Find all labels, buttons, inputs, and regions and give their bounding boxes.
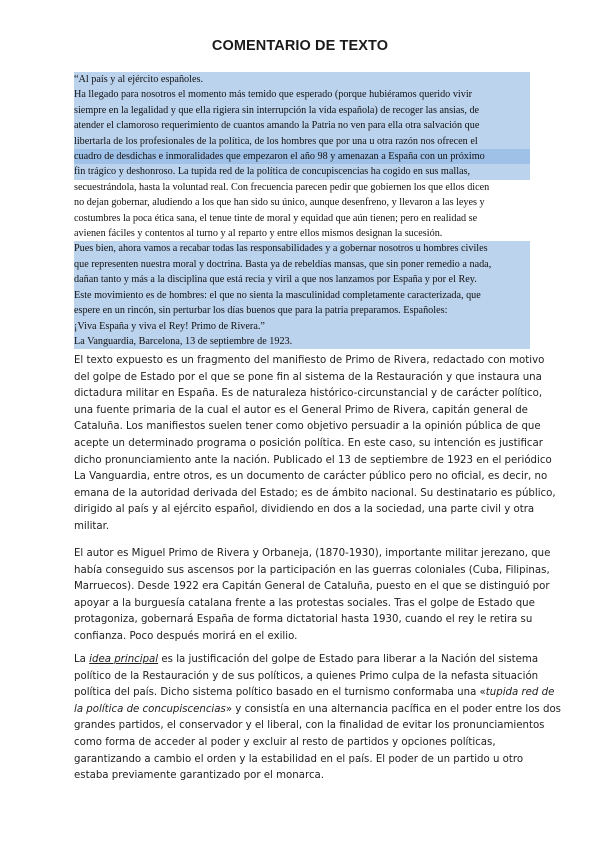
source-line: Pues bien, ahora vamos a recabar todas las responsabilidades y a gobernar nosotros u hombres civiles — [74, 241, 530, 256]
paragraph-line: confianza. Poco después morirá en el exilio. — [74, 630, 298, 642]
source-line: espere en un rincón, sin perturbar los días buenos que para la patria preparamos. Españoles: — [74, 303, 530, 318]
quoted-phrase: tupida red de — [485, 687, 555, 699]
source-line: libertarla de los profesionales de la política, de los hombres que por una u otra razón nos ofrecen el — [74, 134, 530, 149]
source-line: Ha llegado para nosotros el momento más temido que esperado (porque hubiéramos querido vivir — [74, 87, 530, 102]
source-line: no dejan gobernar, aludiendo a los que han sido su único, aunque desenfreno, y llevaron a las leyes y — [74, 197, 485, 209]
paragraph-line: El texto expuesto es un fragmento del manifiesto de Primo de Rivera, redactado con motivo — [74, 355, 545, 366]
source-line: secuestrándola, hasta la voluntad real. Con frecuencia parecen pedir que gobiernen los que ellos dicen — [74, 181, 490, 193]
paragraph-line: Cataluña. Los manifiestos suelen tener como objetivo persuadir a la opinión pública de que — [74, 421, 541, 433]
source-line: atender el clamoroso requerimiento de cuantos amando la Patria no ven para ella otra salvación que — [74, 118, 530, 133]
paragraph-line: Marruecos). Desde 1922 era Capitán General de Cataluña, puesto en el que se distinguió por — [74, 581, 550, 593]
paragraph-line: El autor es Miguel Primo de Rivera y Orbaneja, (1870-1930), importante militar jerezano, que — [74, 548, 551, 559]
source-citation: La Vanguardia, Barcelona, 13 de septiembre de 1923. — [74, 334, 530, 349]
paragraph-line: estaba previamente garantizado por el monarca. — [74, 770, 325, 782]
paragraph-line: una fuente primaria de la cual el autor es el General Primo de Rivera, capitán general de — [74, 404, 528, 416]
text-run: es la justificación del golpe de Estado para liberar a la Nación del sistema — [158, 654, 539, 665]
paragraph-line: apoyar a la burguesía catalana frente a las protestas sociales. Tras el golpe de Estado que — [74, 597, 535, 609]
paragraph-line: grandes partidos, el conservador y el liberal, con la finalidad de evitar los pronunciamientos — [74, 720, 545, 732]
source-line: que representen nuestra moral y doctrina. Basta ya de rebeldías mansas, que sin poner remedio a nada, — [74, 257, 530, 272]
paragraph-line: dictadura militar en España. Es de naturaleza histórico-circunstancial y de carácter político, — [74, 388, 543, 400]
source-line: Este movimiento es de hombres: el que no sienta la masculinidad completamente caracterizada, que — [74, 288, 530, 303]
paragraph-line: protagoniza, gobernará España de forma dictatorial hasta 1930, cuando el rey le retira su — [74, 614, 533, 626]
paragraph-line: dicho pronunciamiento ante la nación. Publicado el 13 de septiembre de 1923 en el periódico — [74, 454, 552, 466]
text-run: política del país. Dicho sistema político basado en el turnismo conformaba una « — [74, 687, 486, 699]
source-text-block — [74, 72, 530, 349]
paragraph-context — [74, 353, 556, 536]
paragraph-line: emana de la autoridad derivada del Estado; es de ámbito nacional. Su destinatario es público, — [74, 487, 556, 499]
source-line: avienen fáciles y contentos al turno y al reparto y entre ellos mismos designan la sucesión. — [74, 228, 443, 240]
paragraph-line — [74, 652, 539, 669]
paragraph-main-idea — [74, 652, 561, 785]
paragraph-line — [74, 685, 555, 702]
paragraph-line: había conseguido sus ascensos por la participación en las guerras coloniales (Cuba, Filipinas, — [74, 564, 550, 576]
paragraph-line: político de la Restauración y de sus políticos, a quienes Primo culpa de la nefasta situación — [74, 670, 539, 682]
paragraph-line: La Vanguardia, entre otros, es un documento de carácter público pero no oficial, es decir, no — [74, 471, 548, 483]
paragraph-line: garantizando a cambio el orden y la estabilidad en el país. El poder de un partido u otro — [74, 753, 524, 765]
paragraph-author — [74, 546, 551, 646]
idea-principal-term: idea principal — [89, 654, 159, 665]
source-line: cuadro de desdichas e inmoralidades que empezaron el año 98 y amenazan a España con un próximo — [74, 149, 530, 164]
source-line: siempre en la legalidad y que ella rigiera sin interrupción la vida española) de recoger las ansias, de — [74, 103, 530, 118]
text-run: La — [74, 654, 90, 665]
paragraph-line: acepte un determinado programa o posición política. En este caso, su intención es justificar — [74, 437, 543, 449]
source-line: “Al país y al ejército españoles. — [74, 72, 530, 87]
paragraph-line: militar. — [74, 520, 110, 532]
source-line: fin trágico y deshonroso. La tupida red de la política de concupiscencias ha cogido en sus mallas, — [74, 164, 530, 179]
paragraph-line: como forma de acceder al poder y excluir al resto de partidos y opciones políticas, — [74, 736, 496, 748]
page-title: COMENTARIO DE TEXTO — [211, 38, 389, 54]
source-line: dañan tanto y más a la disciplina que está recia y viril a que nos lanzamos por España y por el Rey. — [74, 272, 530, 287]
quoted-phrase: la política de concupiscencias — [74, 703, 226, 715]
source-line: costumbres la poca ética sana, el tenue tinte de moral y equidad que aún tienen; pero en realidad se — [74, 212, 478, 224]
paragraph-line — [74, 702, 561, 719]
paragraph-line: dirigido al país y al ejército español, dividiendo en dos a la sociedad, una parte civil y otra — [74, 504, 535, 516]
source-line: ¡Viva España y viva el Rey! Primo de Rivera.” — [74, 319, 530, 334]
paragraph-line: del golpe de Estado por el que se pone fin al sistema de la Restauración y que instaura una — [74, 371, 542, 383]
text-run: » y consistía en una alternancia pacífica en el poder entre los dos — [225, 703, 561, 715]
